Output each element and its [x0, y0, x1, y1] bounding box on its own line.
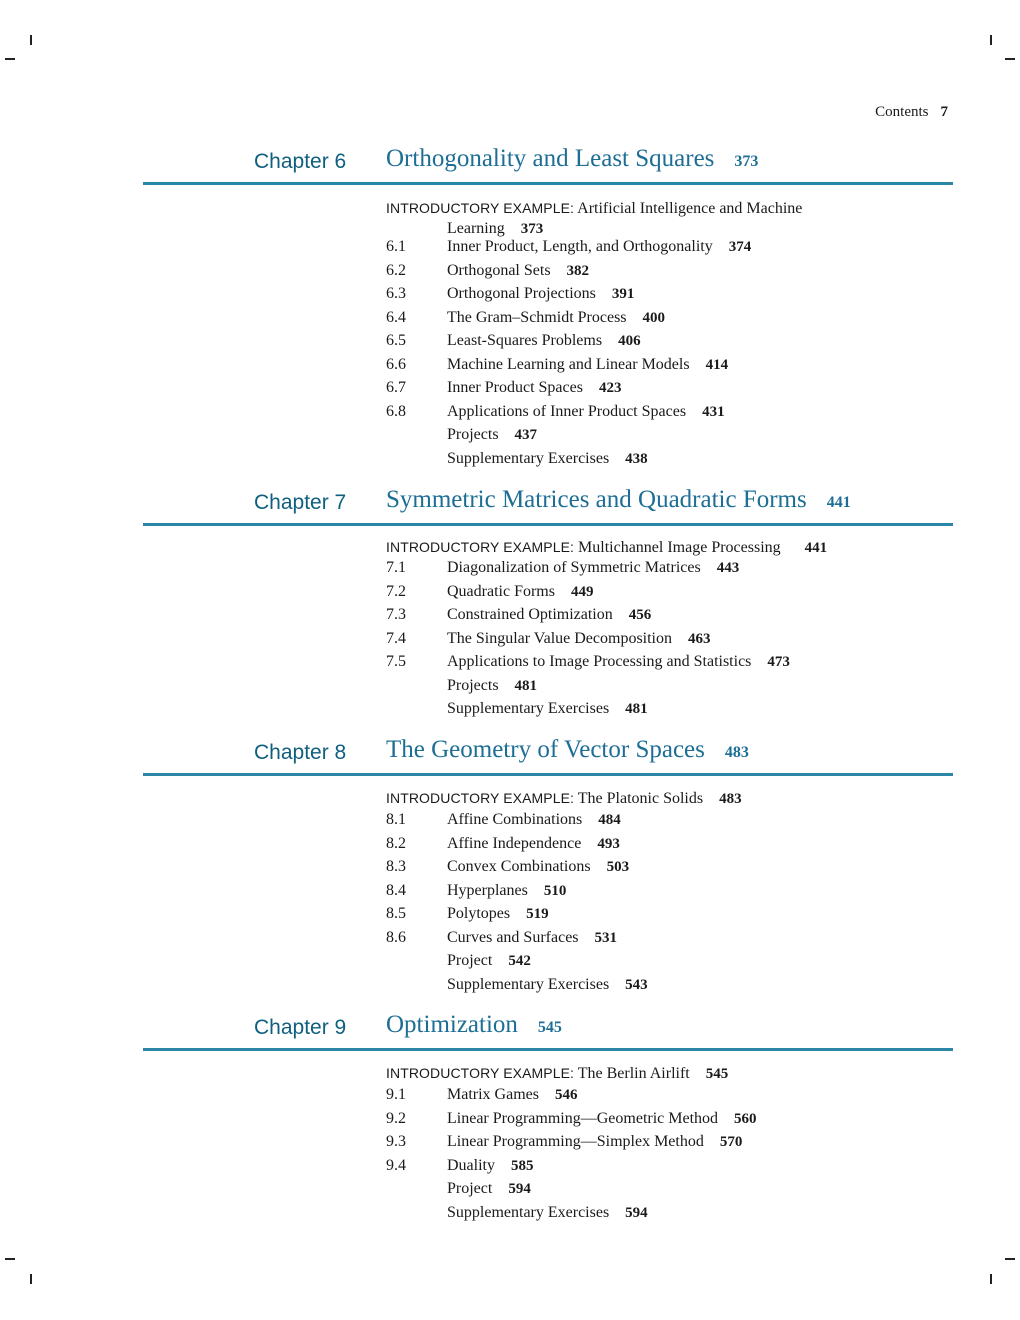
intro-title: The Platonic Solids [577, 790, 704, 807]
chapter-label: Chapter 6 [254, 150, 347, 173]
section-title: Curves and Surfaces [447, 928, 579, 946]
crop-mark [1005, 1258, 1015, 1260]
section-number: 8.6 [386, 928, 406, 946]
section-page: 543 [625, 976, 648, 993]
section-page: 546 [554, 1087, 578, 1103]
toc-entry[interactable] [386, 952, 648, 976]
toc-entry[interactable] [386, 976, 648, 1000]
intro-page: 373 [520, 221, 544, 237]
section-page: 391 [611, 286, 635, 302]
section-title: Orthogonal Sets [447, 261, 551, 279]
toc-entry[interactable] [386, 882, 648, 906]
introductory-example[interactable] [386, 788, 742, 809]
chapter-8-section [0, 733, 1020, 993]
crop-mark [990, 35, 992, 45]
intro-page: 545 [705, 1066, 729, 1082]
section-number: 8.3 [386, 858, 406, 875]
section-number: 6.1 [386, 238, 406, 255]
section-title: Supplementary Exercises [447, 1203, 610, 1221]
section-page: 570 [719, 1134, 743, 1150]
section-title: Linear Programming—Simplex Method [447, 1133, 704, 1150]
section-title: Hyperplanes [447, 881, 528, 899]
section-title: Supplementary Exercises [447, 975, 610, 993]
section-title: Machine Learning and Linear Models [447, 355, 690, 373]
section-number: 7.2 [386, 582, 406, 600]
section-title: Inner Product, Length, and Orthogonality [447, 238, 713, 255]
section-page: 463 [688, 630, 711, 647]
section-title: Applications of Inner Product Spaces [447, 402, 687, 420]
chapter-rule [143, 773, 953, 776]
crop-mark [30, 1274, 32, 1284]
toc-entry[interactable] [386, 1110, 757, 1134]
toc-entry[interactable] [386, 835, 648, 859]
section-number: 8.2 [386, 834, 406, 852]
toc-entry[interactable] [386, 559, 790, 583]
introductory-example[interactable] [386, 537, 827, 558]
section-page: 438 [625, 450, 648, 467]
section-list [386, 559, 790, 724]
section-page: 503 [606, 859, 630, 875]
toc-entry[interactable] [386, 630, 790, 654]
section-list [386, 811, 648, 999]
section-title: Supplementary Exercises [447, 700, 610, 717]
chapter-label: Chapter 8 [254, 741, 347, 764]
introductory-example[interactable] [386, 198, 802, 239]
intro-title: Multichannel Image Processing [578, 539, 781, 556]
crop-mark [5, 58, 15, 60]
section-number: 7.5 [386, 653, 406, 670]
section-title: Supplementary Exercises [447, 449, 610, 467]
section-number: 7.3 [386, 606, 406, 623]
section-title: The Singular Value Decomposition [447, 629, 672, 647]
section-page: 594 [508, 1181, 531, 1197]
section-title: Duality [447, 1156, 495, 1174]
toc-entry[interactable] [386, 858, 648, 882]
section-number: 9.3 [386, 1133, 406, 1150]
section-title: Constrained Optimization [447, 606, 613, 623]
section-list [386, 1086, 757, 1227]
intro-title: Artificial Intelligence and Machine [577, 200, 803, 217]
section-number: 6.8 [386, 402, 406, 420]
chapter-heading [0, 142, 1020, 184]
section-title: Least-Squares Problems [447, 332, 603, 349]
section-title: Diagonalization of Symmetric Matrices [447, 559, 701, 576]
header-section: Contents [875, 104, 929, 120]
toc-entry[interactable] [386, 1157, 757, 1181]
section-page: 414 [705, 356, 729, 373]
section-number: 8.1 [386, 811, 406, 828]
section-title: Matrix Games [447, 1086, 539, 1103]
chapter-6-section [0, 142, 1020, 467]
section-page: 542 [508, 953, 531, 969]
introductory-example[interactable] [386, 1063, 728, 1084]
section-page: 431 [702, 403, 725, 420]
section-title: Affine Independence [447, 834, 582, 852]
section-page: 443 [716, 560, 740, 576]
toc-entry[interactable] [386, 677, 790, 701]
section-page: 560 [734, 1110, 757, 1127]
intro-lead: INTRODUCTORY EXAMPLE: [386, 1065, 575, 1081]
section-page: 585 [511, 1157, 534, 1174]
toc-entry[interactable] [386, 811, 648, 835]
section-title: Orthogonal Projections [447, 285, 596, 302]
section-number: 9.4 [386, 1156, 406, 1174]
intro-title-continued: Learning 373 [447, 220, 544, 237]
toc-entry[interactable] [386, 403, 751, 427]
section-number: 8.5 [386, 905, 406, 922]
chapter-page: 441 [826, 494, 851, 511]
chapter-title[interactable]: The Geometry of Vector Spaces 483 [386, 736, 749, 763]
section-page: 449 [570, 583, 594, 600]
section-page: 484 [598, 812, 621, 828]
toc-entry[interactable] [386, 929, 648, 953]
section-page: 437 [514, 427, 538, 443]
section-number: 6.3 [386, 285, 406, 302]
section-title: Applications to Image Processing and Statistics [447, 653, 752, 670]
intro-lead: INTRODUCTORY EXAMPLE: [386, 539, 575, 555]
section-number: 6.5 [386, 332, 406, 349]
crop-mark [30, 35, 32, 45]
toc-entry[interactable] [386, 450, 751, 474]
section-number: 7.4 [386, 629, 406, 647]
crop-mark [990, 1274, 992, 1284]
toc-entry[interactable] [386, 262, 751, 286]
header-page-number: 7 [940, 104, 948, 120]
section-page: 374 [728, 239, 752, 255]
section-page: 400 [642, 309, 666, 326]
chapter-title[interactable]: Symmetric Matrices and Quadratic Forms 441 [386, 486, 851, 513]
section-title: Projects [447, 426, 499, 443]
section-number: 6.4 [386, 308, 406, 326]
chapter-rule [143, 523, 953, 526]
section-page: 519 [526, 906, 549, 922]
chapter-page: 373 [734, 153, 759, 170]
section-title: Inner Product Spaces [447, 379, 583, 396]
section-number: 6.7 [386, 379, 406, 396]
toc-entry[interactable] [386, 356, 751, 380]
crop-mark [1005, 58, 1015, 60]
chapter-heading [0, 733, 1020, 775]
running-header [875, 104, 948, 121]
intro-lead: INTRODUCTORY EXAMPLE: [386, 790, 575, 806]
chapter-rule [143, 1048, 953, 1051]
section-page: 531 [594, 929, 618, 946]
crop-mark [5, 1258, 15, 1260]
chapter-heading [0, 483, 1020, 525]
section-title: Quadratic Forms [447, 582, 555, 600]
section-page: 493 [597, 835, 620, 852]
intro-page: 441 [804, 540, 828, 556]
section-number: 8.4 [386, 881, 406, 899]
chapter-label: Chapter 7 [254, 491, 347, 514]
toc-entry[interactable] [386, 238, 751, 262]
toc-entry[interactable] [386, 426, 751, 450]
chapter-page: 545 [537, 1019, 562, 1036]
section-title: Projects [447, 676, 499, 694]
toc-entry[interactable] [386, 285, 751, 309]
chapter-title[interactable]: Orthogonality and Least Squares 373 [386, 145, 759, 172]
section-number: 6.6 [386, 355, 406, 373]
toc-entry[interactable] [386, 1180, 757, 1204]
section-title: Convex Combinations [447, 858, 591, 875]
section-page: 473 [767, 654, 790, 670]
section-page: 456 [628, 607, 652, 623]
chapter-label: Chapter 9 [254, 1016, 347, 1039]
toc-entry[interactable] [386, 606, 790, 630]
intro-page: 483 [719, 791, 742, 807]
section-page: 406 [618, 333, 641, 349]
toc-entry[interactable] [386, 332, 751, 356]
intro-title: The Berlin Airlift [577, 1065, 690, 1082]
section-page: 594 [625, 1204, 648, 1221]
toc-entry[interactable] [386, 583, 790, 607]
section-title: Affine Combinations [447, 811, 583, 828]
chapter-7-section [0, 483, 1020, 717]
section-number: 6.2 [386, 261, 406, 279]
toc-entry[interactable] [386, 653, 790, 677]
section-number: 7.1 [386, 559, 406, 576]
section-page: 510 [543, 882, 567, 899]
toc-entry[interactable] [386, 1133, 757, 1157]
chapter-9-section [0, 1008, 1020, 1221]
section-number: 9.2 [386, 1109, 406, 1127]
section-page: 481 [514, 677, 538, 694]
section-page: 481 [625, 701, 648, 717]
intro-lead: INTRODUCTORY EXAMPLE: [386, 200, 575, 216]
chapter-rule [143, 182, 953, 185]
toc-entry[interactable] [386, 905, 648, 929]
section-title: Project [447, 952, 493, 969]
toc-entry[interactable] [386, 309, 751, 333]
section-title: The Gram–Schmidt Process [447, 308, 627, 326]
toc-entry[interactable] [386, 379, 751, 403]
chapter-page: 483 [724, 744, 749, 761]
chapter-title[interactable]: Optimization 545 [386, 1011, 562, 1038]
toc-entry[interactable] [386, 1204, 757, 1228]
section-page: 423 [598, 380, 622, 396]
section-title: Project [447, 1180, 493, 1197]
section-list [386, 238, 751, 473]
toc-entry[interactable] [386, 700, 790, 724]
section-page: 382 [566, 262, 590, 279]
section-title: Linear Programming—Geometric Method [447, 1109, 719, 1127]
toc-entry[interactable] [386, 1086, 757, 1110]
chapter-heading [0, 1008, 1020, 1050]
section-number: 9.1 [386, 1086, 406, 1103]
section-title: Polytopes [447, 905, 511, 922]
